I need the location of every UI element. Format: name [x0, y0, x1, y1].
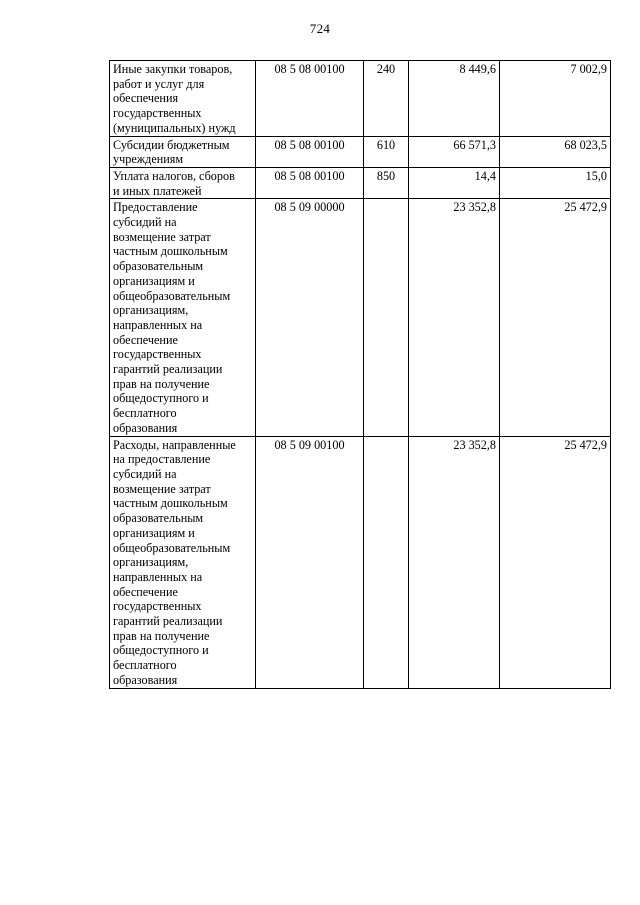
expense-name-cell: Субсидии бюджетным учреждениям [110, 136, 256, 167]
expense-name-cell: Предоставление субсидий на возмещение затрат частным дошкольным образовательным организациям и общеобразовательным организациям, направленных на обеспечение государственных гарантий реализации прав на получение общедоступного и бесплатного образования [110, 199, 256, 436]
expense-type-cell [364, 436, 409, 688]
expense-type-cell: 850 [364, 167, 409, 198]
amount-first-year-cell: 23 352,8 [409, 436, 500, 688]
table-row [110, 167, 611, 198]
budget-table [109, 60, 611, 689]
amount-first-year-cell: 23 352,8 [409, 199, 500, 436]
amount-second-year-cell: 25 472,9 [500, 436, 611, 688]
amount-first-year-cell: 66 571,3 [409, 136, 500, 167]
table-row [110, 436, 611, 688]
expense-type-cell: 240 [364, 61, 409, 137]
target-code-cell: 08 5 08 00100 [256, 136, 364, 167]
amount-second-year-cell: 7 002,9 [500, 61, 611, 137]
expense-name-cell: Расходы, направленные на предоставление субсидий на возмещение затрат частным дошкольным образовательным организациям и общеобразовательным организациям, направленных на обеспечение государственных гарантий реализации прав на получение общедоступного и бесплатного образования [110, 436, 256, 688]
amount-second-year-cell: 25 472,9 [500, 199, 611, 436]
amount-second-year-cell: 68 023,5 [500, 136, 611, 167]
target-code-cell: 08 5 09 00000 [256, 199, 364, 436]
expense-type-cell [364, 199, 409, 436]
target-code-cell: 08 5 08 00100 [256, 167, 364, 198]
amount-first-year-cell: 8 449,6 [409, 61, 500, 137]
page-number: 724 [309, 21, 331, 36]
expense-type-cell: 610 [364, 136, 409, 167]
target-code-cell: 08 5 09 00100 [256, 436, 364, 688]
expense-name-cell: Иные закупки товаров, работ и услуг для обеспечения государственных (муниципальных) нужд [110, 61, 256, 137]
amount-second-year-cell: 15,0 [500, 167, 611, 198]
target-code-cell: 08 5 08 00100 [256, 61, 364, 137]
table-row [110, 61, 611, 137]
expense-name-cell: Уплата налогов, сборов и иных платежей [110, 167, 256, 198]
table-row [110, 199, 611, 436]
table-row [110, 136, 611, 167]
amount-first-year-cell: 14,4 [409, 167, 500, 198]
